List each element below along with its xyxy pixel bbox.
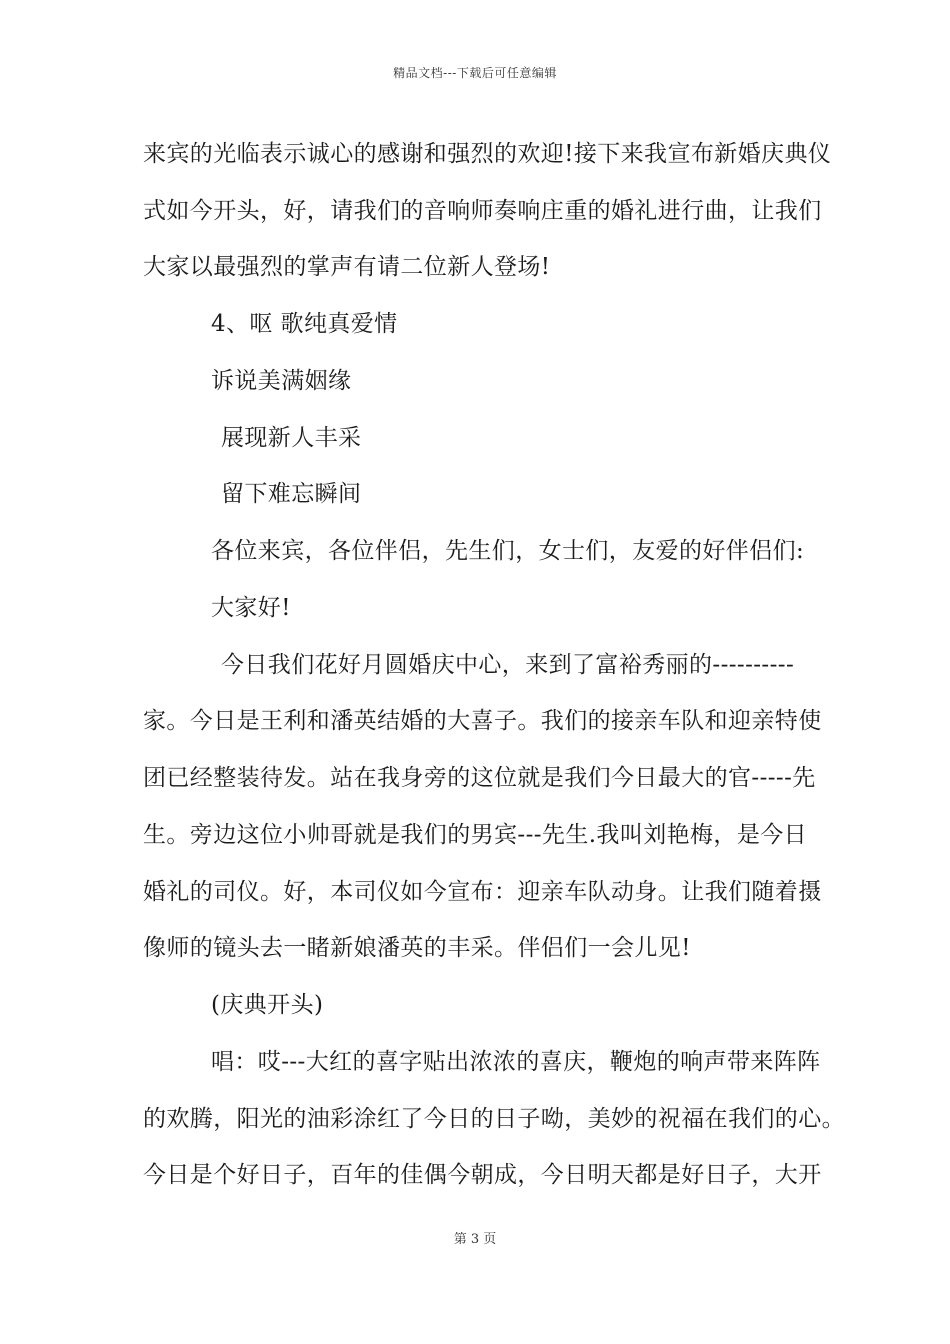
paragraph-line: 大家以最强烈的掌声有请二位新人登场!: [143, 254, 551, 280]
paragraph-line: 的欢腾，阳光的油彩涂红了今日的日子呦，美妙的祝福在我们的心。: [143, 1106, 845, 1132]
paragraph-line: 婚礼的司仪。好，本司仪如今宣布：迎亲车队动身。让我们随着摄: [143, 879, 822, 905]
paragraph-line: 大家好!: [211, 595, 291, 621]
page-header: 精品文档---下载后可任意编辑: [393, 66, 557, 80]
paragraph-line: 团已经整装待发。站在我身旁的这位就是我们今日最大的官-----先: [143, 765, 816, 791]
paragraph-line: 展现新人丰采: [221, 425, 362, 451]
page-number: 第 3 页: [453, 1232, 497, 1247]
paragraph-line: 各位来宾，各位伴侣，先生们，女士们，友爱的好伴侣们:: [211, 538, 805, 564]
paragraph-line: 唱：哎---大红的喜字贴出浓浓的喜庆，鞭炮的响声带来阵阵: [211, 1049, 821, 1075]
paragraph-line: 4、呕 歌纯真爱情: [211, 311, 398, 337]
paragraph-line: 生。旁边这位小帅哥就是我们的男宾---先生.我叫刘艳梅，是今日: [143, 822, 808, 848]
paragraph-line: 诉说美满姻缘: [211, 368, 352, 394]
paragraph-line: 留下难忘瞬间: [221, 481, 362, 507]
paragraph-line: 今日是个好日子，百年的佳偶今朝成，今日明天都是好日子，大开: [143, 1162, 822, 1188]
paragraph-line: 家。今日是王利和潘英结婚的大喜子。我们的接亲车队和迎亲特使: [143, 708, 822, 734]
paragraph-line: (庆典开头): [211, 992, 324, 1018]
paragraph-line: 式如今开头，好，请我们的音响师奏响庄重的婚礼进行曲，让我们: [143, 198, 822, 224]
paragraph-line: 像师的镜头去一睹新娘潘英的丰采。伴侣们一会儿见!: [143, 935, 691, 961]
paragraph-line: 今日我们花好月圆婚庆中心，来到了富裕秀丽的----------: [221, 652, 795, 678]
paragraph-line: 来宾的光临表示诚心的感谢和强烈的欢迎!接下来我宣布新婚庆典仪: [143, 141, 832, 167]
